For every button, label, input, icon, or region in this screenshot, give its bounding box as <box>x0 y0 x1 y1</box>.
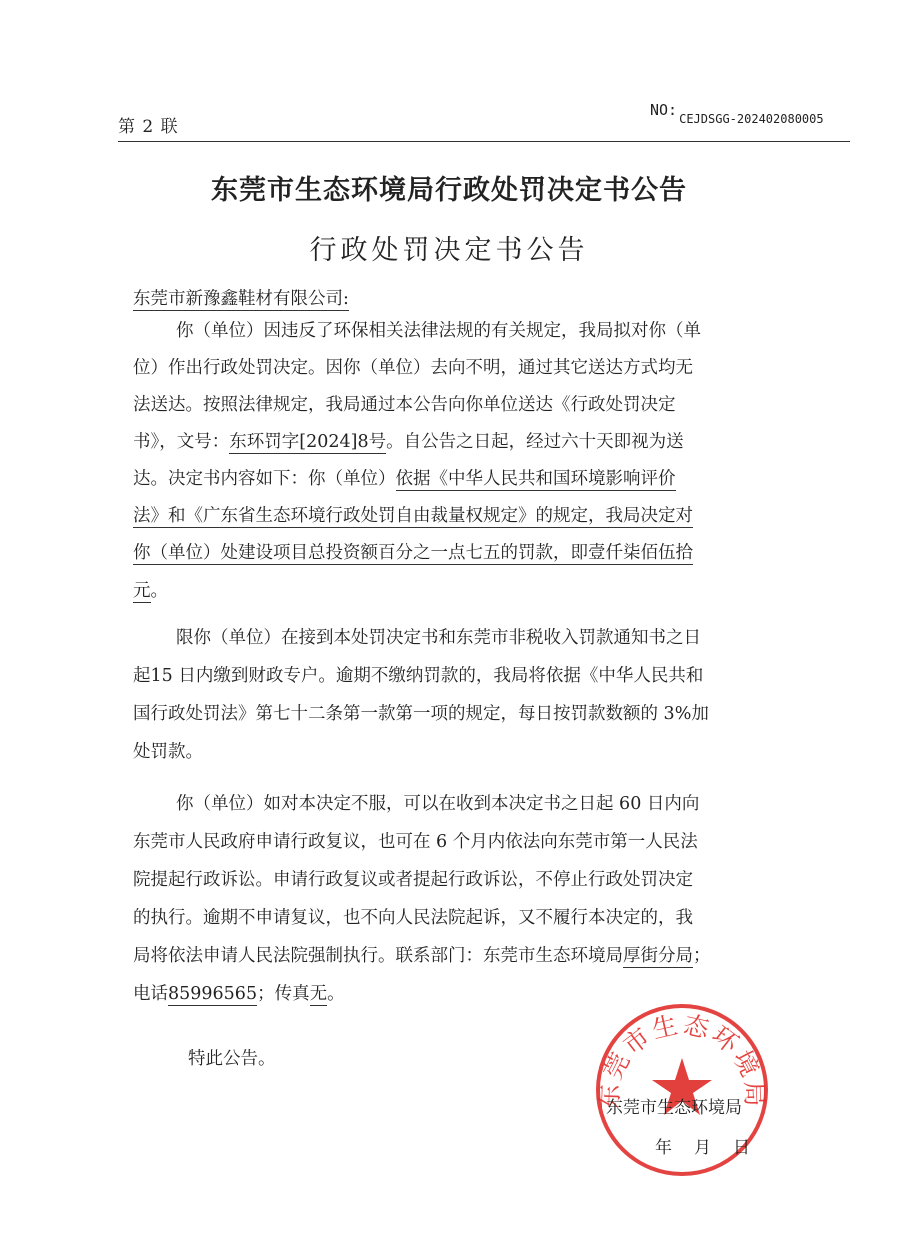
contact-fax: 无 <box>309 984 328 1004</box>
header-rule <box>118 141 850 142</box>
seal-text: 东莞市生态环境局 <box>594 1009 770 1110</box>
date-day: 日 <box>733 1138 750 1158</box>
p1-line-8: 元。 <box>133 581 168 601</box>
p2-line-3: 国行政处罚法》第七十二条第一款第一项的规定，每日按罚款数额的 3%加 <box>133 704 709 724</box>
decision-document-number: 东环罚字[2024]8号 <box>229 432 387 452</box>
contact-branch: 厚街分局 <box>623 946 693 966</box>
sub-title: 行政处罚决定书公告 <box>309 235 589 266</box>
p3-line-5: 局将依法申请人民法院强制执行。联系部门：东莞市生态环境局厚街分局； <box>133 946 711 966</box>
paragraph-3 <box>133 792 793 1032</box>
closing-text: 特此公告。 <box>188 1049 276 1069</box>
p2-line-1: 限你（单位）在接到本处罚决定书和东莞市非税收入罚款通知书之日 <box>176 628 701 648</box>
copy-label: 第 2 联 <box>118 117 179 137</box>
p1-line-7: 你（单位）处建设项目总投资额百分之一点七五的罚款，即壹仟柒佰伍拾 <box>133 543 693 563</box>
p1-line-3: 法送达。按照法律规定，我局通过本公告向你单位送达《行政处罚决定 <box>133 395 676 415</box>
p1-line-1: 你（单位）因违反了环保相关法律法规的有关规定，我局拟对你（单 <box>176 321 701 341</box>
p3-line-4: 的执行。逾期不申请复议，也不向人民法院起诉，又不履行本决定的，我 <box>133 908 693 928</box>
document-number-label: NO: <box>650 101 678 119</box>
p3-line-3: 院提起行政诉讼。申请行政复议或者提起行政诉讼，不停止行政处罚决定 <box>133 870 693 890</box>
p3-line-2: 东莞市人民政府申请行政复议，也可在 6 个月内依法向东莞市第一人民法 <box>133 832 698 852</box>
p3-line-1: 你（单位）如对本决定不服，可以在收到本决定书之日起 60 日内向 <box>176 794 700 814</box>
p3-line-6: 电话85996565；传真无。 <box>133 984 345 1004</box>
addressee-text: 东莞市新豫鑫鞋材有限公司: <box>133 289 349 309</box>
signing-date <box>655 1133 772 1158</box>
document-number-value: CEJDSGG-202402080005 <box>679 112 824 126</box>
document-number <box>650 100 824 126</box>
paragraph-1 <box>133 319 793 629</box>
p1-line-5: 达。决定书内容如下：你（单位）依据《中华人民共和国环境影响评价 <box>133 469 676 489</box>
main-title: 东莞市生态环境局行政处罚决定书公告 <box>211 175 687 206</box>
p1-line-2: 位）作出行政处罚决定。因你（单位）去向不明，通过其它送达方式均无 <box>133 358 693 378</box>
signing-organization: 东莞市生态环境局 <box>606 1098 742 1118</box>
date-month: 月 <box>694 1138 711 1158</box>
p1-line-6: 法》和《广东省生态环境行政处罚自由裁量权规定》的规定，我局决定对 <box>133 506 693 526</box>
p2-line-4: 处罚款。 <box>133 742 203 762</box>
p2-line-2: 起15 日内缴到财政专户。逾期不缴纳罚款的，我局将依据《中华人民共和 <box>133 666 704 686</box>
p1-line-4: 书》，文号：东环罚字[2024]8号。自公告之日起，经过六十天即视为送 <box>133 432 684 452</box>
date-year: 年 <box>655 1138 672 1158</box>
contact-phone: 85996565 <box>168 984 258 1004</box>
paragraph-2 <box>133 626 793 786</box>
